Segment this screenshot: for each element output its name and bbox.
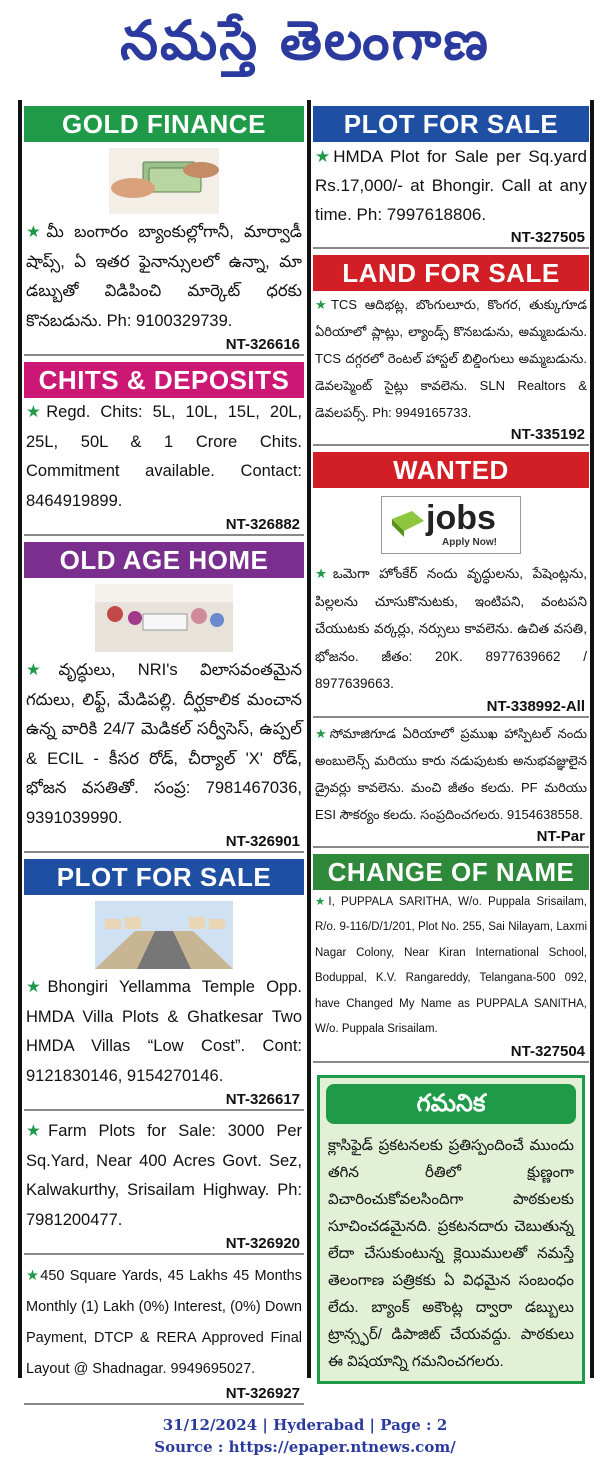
plot-layout-image [95, 901, 233, 969]
gold-finance-text: మీ బంగారం బ్యాంకుల్లోగానీ, మార్వాడీ షాప్స్, ఏ ఇతర ఫైనాన్సులలో ఉన్నా, మా డబ్బుతో విడిపించి మార్కెట్ ధరకు కొనబడును. Ph: 9100329739. [26, 223, 302, 330]
star-icon: ★ [315, 147, 334, 166]
right-column [313, 100, 589, 1384]
jobs-logo [381, 496, 521, 554]
star-icon: ★ [26, 403, 47, 421]
sq-yards-ad [24, 1261, 304, 1385]
footer-dateline: 31/12/2024 | Hyderabad | Page : 2 [162, 1416, 448, 1434]
notice-text: క్లాసిఫైడ్ ప్రకటనలకు ప్రతిస్పందించే ముందు తగిన రీతిలో క్షుణ్ణంగా విచారించుకోవలసిందిగా పాఠకులకు సూచించడమైనది. ప్రకటనదారు చెబుతున్న లేదా చేసుకుంటున్న క్లెయిములతో నమస్తే తెలంగాణ పత్రికకు ఏ విధమైన సంబంధం లేదు. బ్యాంక్ అకౌంట్ల ద్వారా డబ్బులు ట్రాన్స్ఫర్/ డిపాజిట్ చేయవద్దు. పాఠకులు ఈ విషయాన్ని గమనించగలరు. [328, 1136, 574, 1370]
chits-ad [24, 398, 304, 516]
land-for-sale-header: LAND FOR SALE [313, 255, 589, 291]
right-border [590, 100, 594, 1378]
old-age-home-header: OLD AGE HOME [24, 542, 304, 578]
star-icon: ★ [315, 566, 333, 581]
star-icon: ★ [26, 223, 47, 241]
ad-code: NT-326901 [24, 833, 304, 853]
gold-finance-ad [24, 218, 304, 336]
ad-code: NT-326927 [24, 1385, 304, 1405]
plot-for-sale-header: PLOT FOR SALE [24, 859, 304, 895]
star-icon: ★ [315, 725, 330, 741]
jobs-logo-subtext: Apply Now! [442, 537, 497, 548]
star-icon: ★ [315, 895, 329, 908]
ad-code: NT-Par [313, 828, 589, 848]
jobs-logo-text: jobs [426, 499, 496, 537]
change-of-name-text: I, PUPPALA SARITHA, W/o. Puppala Srisailam, R/o. 9-116/D/1/201, Plot No. 255, Sai Nilayam, Laxmi Nagar Colony, Near Kiran International School, Boduppal, K.V. Rangareddy, Telangana-500 092, have Changed My Name as PUPPALA SANITHA, W/o. Puppala Srisailam. [315, 895, 587, 1035]
ad-code: NT-326920 [24, 1235, 304, 1255]
left-border [18, 100, 22, 1378]
jobs-badge-icon [388, 509, 428, 539]
gold-finance-header: GOLD FINANCE [24, 106, 304, 142]
star-icon: ★ [26, 661, 59, 679]
somajiguda-text: సోమాజిగూడ ఏరియాలో ప్రముఖ హాస్పిటల్ నందు అంబులెన్స్ మరియు కారు నడుపుటకు అనుభవజ్ఞులైన డ్రైవర్లు కావలెను. మంచి జీతం కలదు. PF మరియు ESI సౌకర్యం కలదు. సంప్రదించగలరు. 9154638558. [315, 725, 587, 822]
ad-code: NT-326616 [24, 336, 304, 356]
ad-code: NT-327505 [313, 229, 589, 249]
ad-code: NT-327504 [313, 1043, 589, 1063]
column-divider [307, 100, 311, 1378]
notice-box [317, 1075, 585, 1384]
chits-header: CHITS & DEPOSITS [24, 362, 304, 398]
hmda-plot-ad [313, 142, 589, 229]
footer-source: Source : https://epaper.ntnews.com/ [154, 1438, 456, 1456]
plot-for-sale-header-right: PLOT FOR SALE [313, 106, 589, 142]
star-icon: ★ [26, 1122, 49, 1140]
ad-code: NT-326617 [24, 1091, 304, 1111]
footer [0, 1414, 610, 1458]
somajiguda-ad [313, 720, 589, 828]
star-icon: ★ [315, 297, 331, 312]
land-text: TCS ఆదిభట్ల, బొంగులూరు, కొంగర, తుక్కుగూడ ఏరియాలో ప్లాట్లు, ల్యాండ్స్ కొనబడును, అమ్మబడును. TCS దగ్గరలో రెంటల్ హాస్టల్ బిల్డింగులు అమ్మబడును. డెవలప్మెంట్ సైట్లు కావలెను. SLN Realtors & డెవలపర్స్. Ph: 9949165733. [315, 297, 587, 420]
masthead [0, 0, 610, 82]
notice-header: గమనిక [326, 1084, 576, 1124]
chits-text: Regd. Chits: 5L, 10L, 15L, 20L, 25L, 50L & 1 Crore Chits. Commitment available. Contact: 8464919899. [26, 403, 303, 510]
hmda-plot-text: HMDA Plot for Sale per Sq.yard Rs.17,000/- at Bhongir. Call at any time. Ph: 7997618806. [315, 147, 588, 224]
farm-plots-ad [24, 1117, 304, 1235]
wanted-header: WANTED [313, 452, 589, 488]
omega-ad [313, 560, 589, 698]
ad-code: NT-335192 [313, 426, 589, 446]
old-age-home-ad [24, 656, 304, 833]
ad-code: NT-326882 [24, 516, 304, 536]
left-column [24, 100, 304, 1407]
change-of-name-header: CHANGE OF NAME [313, 854, 589, 890]
farm-plots-text: Farm Plots for Sale: 3000 Per Sq.Yard, Near 400 Acres Govt. Sez, Kalwakurthy, Srisailam Highway. Ph: 7981200477. [26, 1122, 302, 1229]
land-ad [313, 291, 589, 426]
star-icon: ★ [26, 978, 48, 996]
change-of-name-ad [313, 890, 589, 1043]
money-hands-image [109, 148, 219, 214]
star-icon: ★ [26, 1268, 41, 1284]
ad-code: NT-338992-All [313, 698, 589, 718]
old-age-home-text: వృద్ధులు, NRI's విలాసవంతమైన గదులు, లిఫ్ట్, మేడిపల్లి. దీర్ఘకాలిక మంచాన ఉన్న వారికి 24/7 మెడికల్ సర్వీసెస్, ఉప్పల్ & ECIL - కీసర రోడ్, చీర్యాల్ 'X' రోడ్, భోజన వసతితో. సంప్ర: 7981467036, 9391039990. [26, 661, 303, 827]
sq-yards-text: 450 Square Yards, 45 Lakhs 45 Months Monthly (1) Lakh (0%) Interest, (0%) Down Payment, DTCP & RERA Approved Final Layout @ Shadnagar. 9949695027. [26, 1268, 302, 1377]
bhongiri-plot-text: Bhongiri Yellamma Temple Opp. HMDA Villa Plots & Ghatkesar Two HMDA Villas “Low Cost”. Cont: 9121830146, 9154270146. [26, 978, 302, 1085]
masthead-title: నమస్తే తెలంగాణ [120, 9, 490, 72]
old-age-home-image [95, 584, 233, 652]
omega-text: ఒమెగా హోంకేర్ నందు వృద్ధులను, పేషెంట్లను, పిల్లలను చూసుకొనుటకు, ఇంటిపని, వంటపని చేయుటకు వర్కర్లు, నర్సులు కావలెను. ఉచిత వసతి, భోజనం. జీతం: 20K. 8977639662 / 8977639663. [315, 566, 587, 691]
bhongiri-plot-ad [24, 973, 304, 1091]
